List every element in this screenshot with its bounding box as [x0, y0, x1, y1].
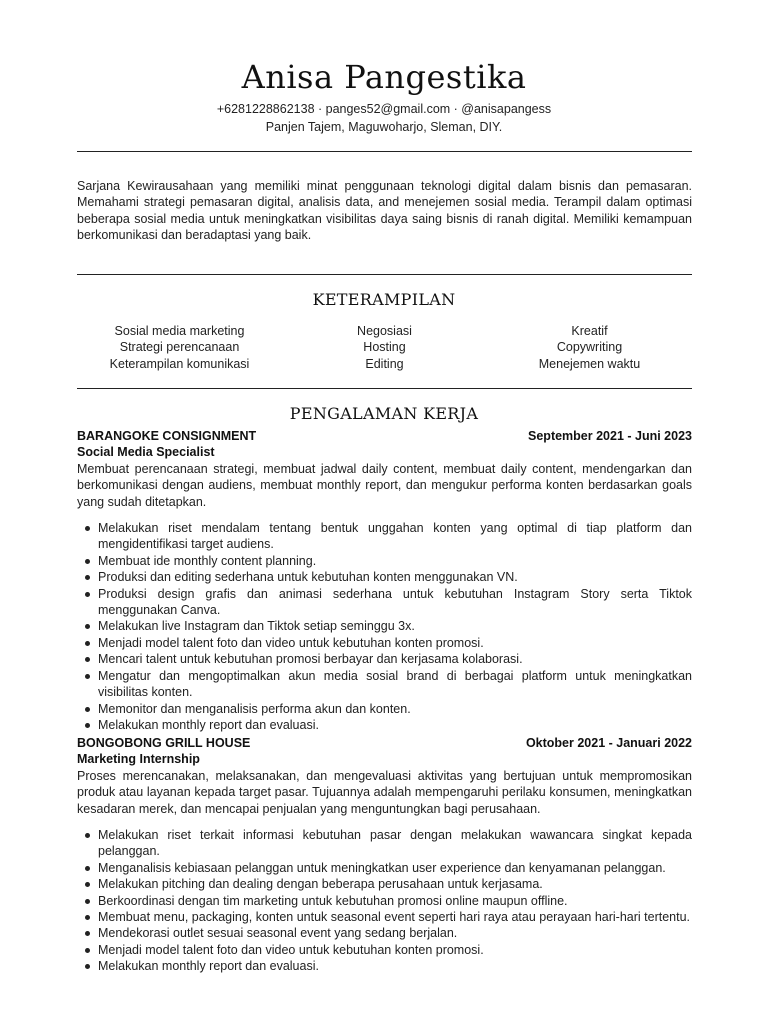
bullet-icon: [85, 931, 90, 936]
skill-item: Kreatif: [571, 324, 608, 338]
list-item: Melakukan live Instagram dan Tiktok setiap seminggu 3x.: [77, 618, 692, 634]
skill-item: Copywriting: [556, 340, 623, 355]
list-item: Produksi design grafis dan animasi sederhana untuk kebutuhan Instagram Story serta Tiktok menggunakan Canva.: [77, 586, 692, 619]
divider: [77, 388, 692, 389]
bullet-icon: [85, 707, 90, 712]
company-name: BARANGOKE CONSIGNMENT: [77, 429, 257, 443]
bullet-icon: [85, 559, 90, 564]
list-item: Memonitor dan menganalisis performa akun dan konten.: [77, 701, 692, 717]
job-role: Marketing Internship: [77, 752, 200, 767]
job-period: September 2021 - Juni 2023: [528, 429, 692, 443]
skills-column: [77, 323, 282, 372]
skill-item: Negosiasi: [357, 324, 412, 338]
skill-item: Sosial media marketing: [114, 324, 245, 338]
contact-info: +6281228862138 · panges52@gmail.com · @anisapangess: [216, 102, 552, 116]
list-item: Melakukan riset mendalam tentang bentuk unggahan konten yang optimal di tiap platform dan mengidentifikasi target audiens.: [77, 520, 692, 553]
job-role: Social Media Specialist: [77, 445, 215, 460]
divider: [77, 151, 692, 152]
experience-section-title: PENGALAMAN KERJA: [289, 404, 479, 423]
bullet-icon: [85, 624, 90, 629]
profile-summary: Sarjana Kewirausahaan yang memiliki minat penggunaan teknologi digital dalam bisnis dan pemasaran. Memahami strategi pemasaran digital, analisis data, and menejemen sosial media. Terampil dalam optimasi beberapa sosial media untuk meningkatkan visibilitas daya saing bisnis di ranah digital. Memiliki kemampuan berkomunikasi dan beradaptasi yang baik.: [77, 179, 692, 243]
job-description: Membuat perencanaan strategi, membuat jadwal daily content, membuat daily content, mendengarkan dan berkomunikasi dengan audiens, membuat monthly report, dan mengukur performa konten berdasarkan goals yang sudah ditetapkan.: [77, 461, 692, 509]
bullet-icon: [85, 833, 90, 838]
list-item: Melakukan monthly report dan evaluasi.: [77, 717, 692, 733]
skills-grid: [77, 323, 692, 372]
job-header: [77, 735, 692, 751]
bullet-icon: [85, 657, 90, 662]
bullet-icon: [85, 948, 90, 953]
skill-item: Menejemen waktu: [538, 356, 641, 371]
bullet-icon: [85, 641, 90, 646]
list-item: Berkoordinasi dengan tim marketing untuk kebutuhan promosi online maupun offline.: [77, 893, 692, 909]
bullet-icon: [85, 723, 90, 728]
bullet-icon: [85, 915, 90, 920]
list-item: Produksi dan editing sederhana untuk kebutuhan konten menggunakan VN.: [77, 569, 692, 585]
job-bullets: [77, 520, 692, 733]
list-item: Menjadi model talent foto dan video untuk kebutuhan konten promosi.: [77, 942, 692, 958]
list-item: Melakukan monthly report dan evaluasi.: [77, 958, 692, 974]
job-description: Proses merencanakan, melaksanakan, dan mengevaluasi aktivitas yang bertujuan untuk mempromosikan produk atau layanan kepada target pasar. Tujuannya adalah mempengaruhi perilaku konsumen, meningkatkan kesadaran merek, dan mencapai penjualan yang menguntungkan bagi perusahaan.: [77, 768, 692, 816]
bullet-icon: [85, 575, 90, 580]
list-item: Membuat menu, packaging, konten untuk seasonal event seperti hari raya atau perayaan hari-hari tertentu.: [77, 909, 692, 925]
list-item: Membuat ide monthly content planning.: [77, 553, 692, 569]
list-item: Mengatur dan mengoptimalkan akun media sosial brand di berbagai platform untuk meningkatkan visibilitas konten.: [77, 668, 692, 701]
divider: [77, 274, 692, 275]
bullet-icon: [85, 674, 90, 679]
job-bullets: [77, 827, 692, 975]
list-item: Menganalisis kebiasaan pelanggan untuk meningkatkan user experience dan kenyamanan pelanggan.: [77, 860, 692, 876]
list-item: Melakukan pitching dan dealing dengan beberapa perusahaan untuk kerjasama.: [77, 876, 692, 892]
bullet-icon: [85, 964, 90, 969]
bullet-icon: [85, 899, 90, 904]
skill-item: Strategi perencanaan: [119, 340, 240, 355]
skills-column: [487, 323, 692, 372]
job-entry: [77, 735, 692, 975]
bullet-icon: [85, 882, 90, 887]
address: Panjen Tajem, Maguwoharjo, Sleman, DIY.: [265, 120, 503, 134]
list-item: Mendekorasi outlet sesuai seasonal event yang sedang berjalan.: [77, 925, 692, 941]
bullet-icon: [85, 866, 90, 871]
skill-item: Hosting: [363, 340, 406, 355]
skill-item: Keterampilan komunikasi: [109, 356, 250, 371]
job-period: Oktober 2021 - Januari 2022: [525, 736, 692, 750]
list-item: Melakukan riset terkait informasi kebutuhan pasar dengan melakukan wawancara singkat kepada pelanggan.: [77, 827, 692, 860]
bullet-icon: [85, 526, 90, 531]
company-name: BONGOBONG GRILL HOUSE: [77, 736, 251, 750]
skills-section-title: KETERAMPILAN: [312, 290, 456, 309]
list-item: Menjadi model talent foto dan video untuk kebutuhan konten promosi.: [77, 635, 692, 651]
skill-item: Editing: [365, 356, 404, 371]
skills-column: [282, 323, 487, 372]
list-item: Mencari talent untuk kebutuhan promosi berbayar dan kerjasama kolaborasi.: [77, 651, 692, 667]
bullet-icon: [85, 592, 90, 597]
job-entry: [77, 428, 692, 733]
candidate-name: Anisa Pangestika: [241, 58, 527, 96]
job-header: [77, 428, 692, 444]
